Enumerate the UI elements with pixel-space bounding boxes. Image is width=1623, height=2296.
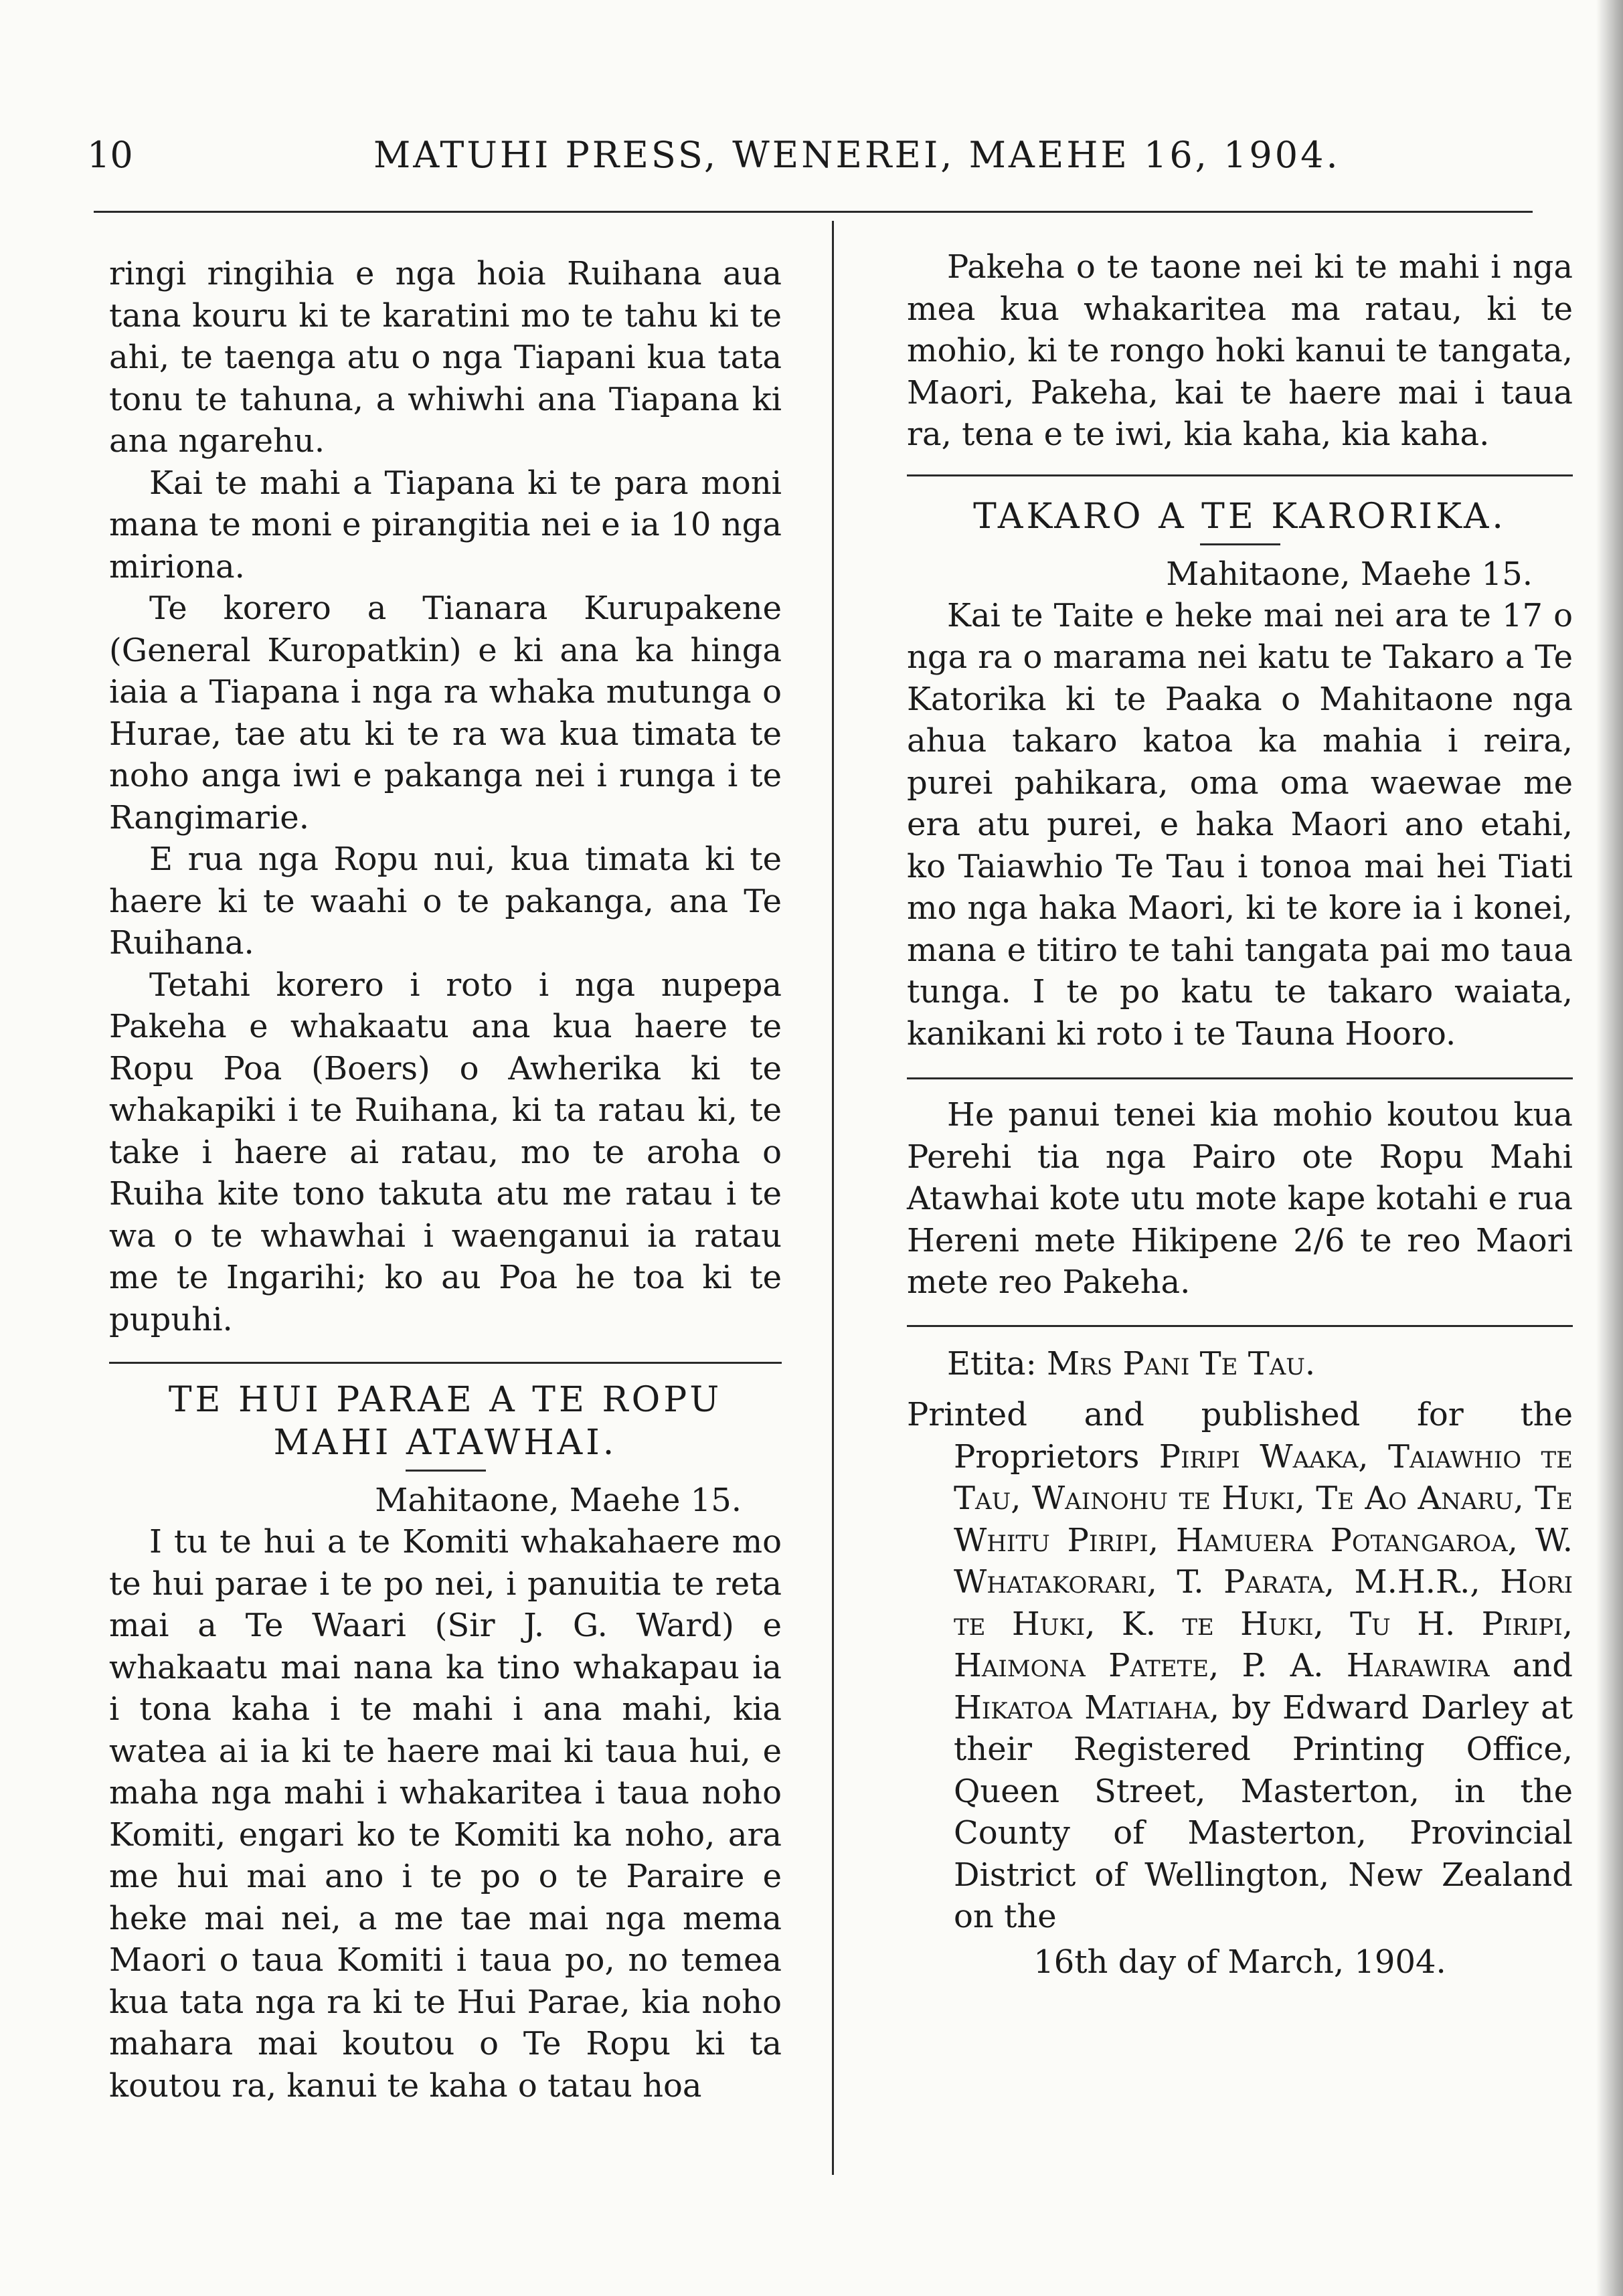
section-heading: TAKARO A TE KARORIKA. <box>973 496 1507 537</box>
notice-paragraph: He panui tenei kia mohio koutou kua Perehi tia nga Pairo ote Ropu Mahi Atawhai kote utu mote kape kotahi e rua Hereni mete Hikipene 2/6 te reo Maori mete reo Pakeha. <box>907 1096 1573 1301</box>
page-header <box>87 134 1533 194</box>
section-rule <box>907 474 1573 476</box>
right-column <box>907 246 1573 1981</box>
imprint-text: Printed and published for the Proprietors <box>907 1396 1573 1476</box>
editor-line <box>907 1343 1573 1385</box>
page-number: 10 <box>87 134 133 176</box>
imprint-proprietors: Piripi Waaka, Taiawhio te Tau, Wainohu te Huki, Te Ao Anaru, Te Whitu Piripi, Hamuera Potangaroa, W. Whatakorari, T. Parata, M.H.R., Hori te Huki, K. te Huki, Tu H. Piripi, Haimona Patete, P. A. Harawira <box>954 1437 1573 1684</box>
running-title: MATUHI PRESS, WENEREI, MAEHE 16, 1904. <box>373 134 1341 176</box>
imprint-and: and <box>1489 1647 1573 1684</box>
editor-name: Mrs Pani Te Tau. <box>1047 1344 1316 1383</box>
article-paragraph: Kai te mahi a Tiapana ki te para moni mana te moni e pirangitia nei e ia 10 nga miriona. <box>109 464 782 586</box>
article-paragraph: ringi ringihia e nga hoia Ruihana aua tana kouru ki te karatini mo te tahu ki te ahi, te taenga atu o nga Tiapani kua tata tonu te tahuna, a whiwhi ana Tiapana ki ana ngarehu. <box>109 255 782 460</box>
imprint-proprietor-last: Hikatoa Matiaha <box>954 1688 1209 1727</box>
editor-label: Etita: <box>947 1344 1037 1383</box>
section-heading: TE HUI PARAE A TE ROPU <box>168 1380 723 1420</box>
dateline: Mahitaone, Maehe 15. <box>375 1482 742 1519</box>
article-paragraph: E rua nga Ropu nui, kua timata ki te haere ki te waahi o te pakanga, ana Te Ruihana. <box>109 841 782 962</box>
imprint-date: 16th day of March, 1904. <box>1033 1943 1446 1981</box>
page-edge-shadow <box>1596 0 1623 2296</box>
section-rule <box>907 1077 1573 1079</box>
article-paragraph: Te korero a Tianara Kurupakene (General Kuropatkin) e ki ana ka hinga iaia a Tiapana i nga ra whaka mutunga o Hurae, tae atu ki te ra wa kua timata te noho anga iwi e pakanga nei i runga i te Rangimarie. <box>109 590 782 836</box>
left-column <box>109 253 782 2107</box>
header-rule <box>94 211 1533 213</box>
section-heading: MAHI ATAWHAI. <box>273 1423 618 1463</box>
article-paragraph: Tetahi korero i roto i nga nupepa Pakeha e whakaatu ana kua haere te Ropu Poa (Boers) o Awherika ki te whakapiki i te Ruihana, ki ta ratau ki, te take i haere ai ratau, mo te aroha o Ruiha kite tono takuta atu me ratau i te wa o te whawhai i waenganui ia ratau me te Ingarihi; ko au Poa he toa ki te pupuhi. <box>109 966 782 1338</box>
article-paragraph: Pakeha o te taone nei ki te mahi i nga mea kua whakaritea ma ratau, ki te mohio, ki te rongo hoki kanui te tangata, Maori, Pakeha, kai te haere mai i taua ra, tena e te iwi, kia kaha, kia kaha. <box>907 248 1573 453</box>
imprint <box>907 1394 1573 1938</box>
article-paragraph: Kai te Taite e heke mai nei ara te 17 o nga ra o marama nei katu te Takaro a Te Katorika ki te Paaka o Mahitaone nga ahua takaro katoa ka mahia i reira, purei pahikara, oma oma waewae me era atu purei, e haka Maori ano etahi, ko Taiawhio Te Tau i tonoa mai hei Tiati mo nga haka Maori, ki te kore ia i konei, mana e titiro te tahi tangata pai mo taua tunga. I te po katu te takaro waiata, kanikani ki roto i te Tauna Hooro. <box>907 596 1573 1053</box>
section-rule <box>907 1325 1573 1327</box>
dateline: Mahitaone, Maehe 15. <box>1166 555 1533 593</box>
article-paragraph: I tu te hui a te Komiti whakahaere mo te hui parae i te po nei, i panuitia te reta mai a Te Waari (Sir J. G. Ward) e whakaatu mai nana ka tino whakapau ia i tona kaha i te mahi i ana mahi, kia watea ai ia ki te haere mai ki taua hui, e maha nga mahi i whakaritea i taua noho Komiti, engari ko te Komiti ka noho, ara me hui mai ano i te po o te Paraire e heke mai nei, a me tae mai nga mema Maori o taua Komiti i taua po, no temea kua tata nga ra ki te Hui Parae, kia noho mahara mai koutou o Te Ropu ki ta koutou ra, kanui te kaha o tatau hoa <box>109 1523 782 2105</box>
column-divider <box>832 221 834 2175</box>
section-rule <box>109 1362 782 1364</box>
heading-underline <box>406 1470 486 1472</box>
imprint-text: , by Edward Darley at their Registered Printing Office, Queen Street, Masterton, in the County of Masterton, Provincial District of Wellington, New Zealand on the <box>954 1688 1573 1935</box>
heading-underline <box>1200 543 1280 545</box>
